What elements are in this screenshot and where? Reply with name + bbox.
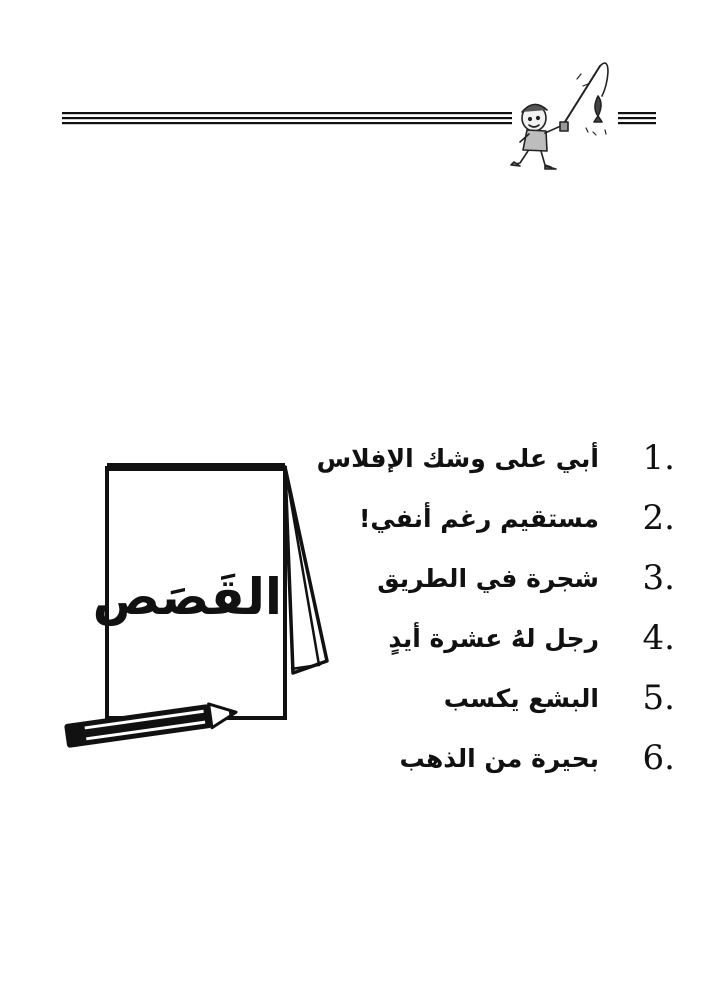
header-divider — [0, 0, 720, 200]
story-title: مستقيم رغم أنفي! — [358, 503, 599, 533]
story-list — [316, 428, 675, 788]
list-item — [330, 548, 675, 608]
story-number: 4. — [642, 618, 675, 658]
story-title: البشع يكسب — [443, 683, 599, 713]
story-title: أبي على وشك الإفلاس — [316, 443, 599, 473]
list-item — [330, 728, 675, 788]
story-title: رجل لهُ عشرة أيدٍ — [388, 623, 599, 653]
notebook-title: القَصَص — [92, 568, 282, 626]
story-number: 5. — [642, 678, 675, 718]
rule-lines-right — [618, 112, 656, 124]
story-number: 1. — [642, 438, 675, 478]
story-number: 6. — [642, 738, 675, 778]
story-number: 3. — [642, 558, 675, 598]
list-item — [330, 668, 675, 728]
story-number: 2. — [642, 498, 675, 538]
rule-lines-left — [62, 112, 512, 124]
story-title: بحيرة من الذهب — [399, 743, 599, 773]
story-title: شجرة في الطريق — [377, 563, 599, 593]
boy-fishing-icon — [511, 63, 608, 169]
list-item — [330, 608, 675, 668]
list-item — [316, 428, 675, 488]
list-item — [330, 488, 675, 548]
